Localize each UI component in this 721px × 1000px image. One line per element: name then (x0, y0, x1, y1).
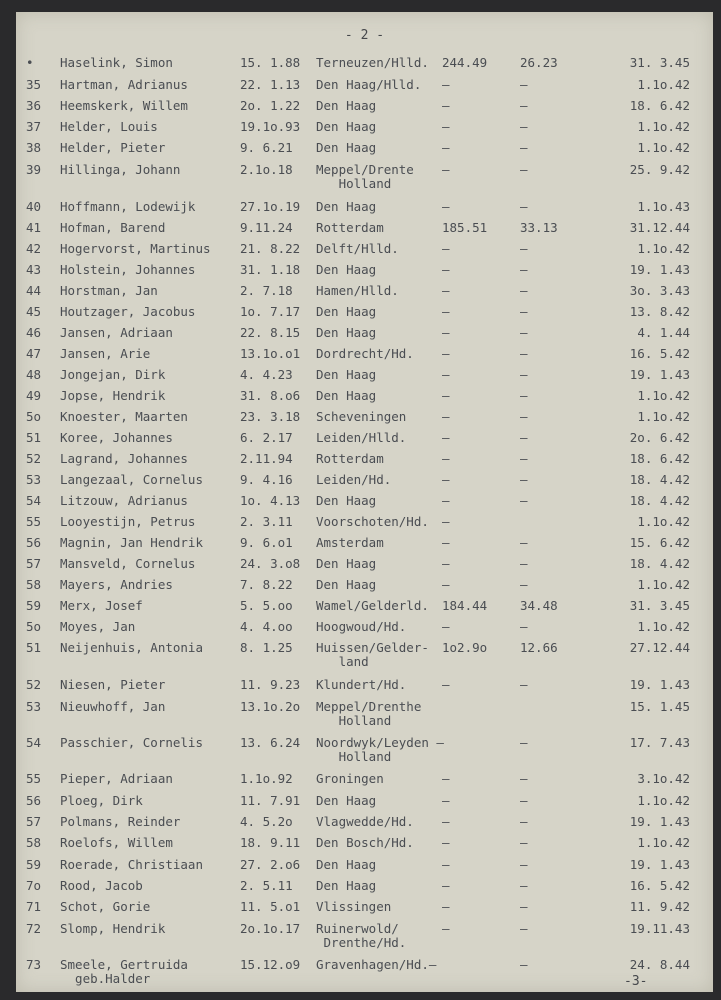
place-of-residence: Amsterdam (316, 535, 384, 550)
amount-2: 12.66 (520, 640, 558, 655)
place-of-residence: Scheveningen (316, 409, 407, 424)
row-number: 56 (26, 793, 42, 808)
birth-date: 2. 5.11 (240, 878, 293, 893)
amount-1: – (442, 857, 450, 872)
row-number: 40 (26, 199, 42, 214)
row-number: 43 (26, 262, 42, 277)
amount-2: – (520, 162, 528, 177)
amount-1: – (442, 388, 450, 403)
amount-1: – (442, 77, 450, 92)
place-of-residence: Gravenhagen/Hd.– (316, 957, 437, 972)
amount-2: – (520, 325, 528, 340)
amount-1: – (442, 430, 450, 445)
birth-date: 31. 1.18 (240, 262, 301, 277)
place-of-residence: Hoogwoud/Hd. (316, 619, 407, 634)
person-name: Lagrand, Johannes (60, 451, 188, 466)
row-number: 72 (26, 921, 42, 936)
person-name: Smeele, Gertruida geb.Halder (60, 957, 188, 986)
birth-date: 4. 5.2o (240, 814, 293, 829)
amount-2: – (520, 98, 528, 113)
birth-date: 1o. 7.17 (240, 304, 301, 319)
person-name: Litzouw, Adrianus (60, 493, 188, 508)
person-name: Hofman, Barend (60, 220, 166, 235)
record-date: 1.1o.42 (637, 514, 690, 529)
amount-1: – (442, 835, 450, 850)
birth-date: 13. 6.24 (240, 735, 301, 750)
birth-date: 4. 4.oo (240, 619, 293, 634)
birth-date: 21. 8.22 (240, 241, 301, 256)
person-name: Langezaal, Cornelus (60, 472, 203, 487)
row-number: 36 (26, 98, 42, 113)
row-number: 54 (26, 493, 42, 508)
amount-1: – (442, 451, 450, 466)
amount-1: – (442, 283, 450, 298)
record-date: 18. 4.42 (629, 493, 690, 508)
birth-date: 13.1o.o1 (240, 346, 301, 361)
amount-1: – (442, 577, 450, 592)
amount-2: – (520, 388, 528, 403)
birth-date: 2.1o.18 (240, 162, 293, 177)
person-name: Moyes, Jan (60, 619, 136, 634)
amount-2: – (520, 857, 528, 872)
amount-2: – (520, 262, 528, 277)
amount-2: – (520, 283, 528, 298)
person-name: Ploeg, Dirk (60, 793, 143, 808)
record-date: 1.1o.42 (637, 793, 690, 808)
birth-date: 11. 9.23 (240, 677, 301, 692)
person-name: Looyestijn, Petrus (60, 514, 196, 529)
row-number: 54 (26, 735, 42, 750)
record-date: 19. 1.43 (629, 814, 690, 829)
record-date: 16. 5.42 (629, 878, 690, 893)
row-number: 47 (26, 346, 42, 361)
amount-2: – (520, 140, 528, 155)
person-name: Hartman, Adrianus (60, 77, 188, 92)
amount-1: – (442, 162, 450, 177)
place-of-residence: Den Haag (316, 304, 377, 319)
person-name: Magnin, Jan Hendrik (60, 535, 203, 550)
document-page (16, 12, 713, 992)
place-of-residence: Groningen (316, 771, 384, 786)
person-name: Roerade, Christiaan (60, 857, 203, 872)
row-number: 56 (26, 535, 42, 550)
birth-date: 31. 8.o6 (240, 388, 301, 403)
row-number: 71 (26, 899, 42, 914)
row-number: 7o (26, 878, 42, 893)
place-of-residence: Rotterdam (316, 220, 384, 235)
amount-1: – (442, 771, 450, 786)
birth-date: 1o. 4.13 (240, 493, 301, 508)
person-name: Passchier, Cornelis (60, 735, 203, 750)
row-number: 59 (26, 857, 42, 872)
amount-1: – (442, 140, 450, 155)
birth-date: 2.11.94 (240, 451, 293, 466)
place-of-residence: Den Haag (316, 98, 377, 113)
row-number: 46 (26, 325, 42, 340)
birth-date: 11. 7.91 (240, 793, 301, 808)
birth-date: 1.1o.92 (240, 771, 293, 786)
row-number: 48 (26, 367, 42, 382)
amount-2: 34.48 (520, 598, 558, 613)
row-number: 51 (26, 640, 42, 655)
amount-2: – (520, 556, 528, 571)
person-name: Knoester, Maarten (60, 409, 188, 424)
birth-date: 9.11.24 (240, 220, 293, 235)
record-date: 19. 1.43 (629, 262, 690, 277)
place-of-residence: Rotterdam (316, 451, 384, 466)
amount-2: 33.13 (520, 220, 558, 235)
birth-date: 15.12.o9 (240, 957, 301, 972)
place-of-residence: Meppel/Drenthe Holland (316, 699, 422, 728)
record-date: 15. 1.45 (629, 699, 690, 714)
place-of-residence: Den Haag (316, 140, 377, 155)
amount-2: – (520, 472, 528, 487)
amount-1: – (442, 878, 450, 893)
person-name: Rood, Jacob (60, 878, 143, 893)
amount-1: – (442, 119, 450, 134)
person-name: Helder, Louis (60, 119, 158, 134)
record-date: 4. 1.44 (637, 325, 690, 340)
amount-1: – (442, 409, 450, 424)
amount-2: – (520, 957, 528, 972)
row-number: 58 (26, 577, 42, 592)
row-number: 55 (26, 771, 42, 786)
amount-2: – (520, 241, 528, 256)
record-date: 19.11.43 (629, 921, 690, 936)
person-name: Horstman, Jan (60, 283, 158, 298)
amount-1: – (442, 367, 450, 382)
birth-date: 2. 7.18 (240, 283, 293, 298)
record-date: 25. 9.42 (629, 162, 690, 177)
row-number: 35 (26, 77, 42, 92)
place-of-residence: Ruinerwold/ Drenthe/Hd. (316, 921, 407, 950)
amount-1: – (442, 304, 450, 319)
record-date: 18. 6.42 (629, 451, 690, 466)
person-name: Jansen, Arie (60, 346, 151, 361)
place-of-residence: Den Haag (316, 577, 377, 592)
record-date: 1.1o.42 (637, 388, 690, 403)
row-number: 57 (26, 556, 42, 571)
amount-2: – (520, 921, 528, 936)
row-number: 39 (26, 162, 42, 177)
page-number: - 2 - (344, 28, 385, 43)
amount-1: – (442, 814, 450, 829)
record-date: 1.1o.42 (637, 140, 690, 155)
place-of-residence: Den Haag (316, 119, 377, 134)
record-date: 31.12.44 (629, 220, 690, 235)
amount-1: – (442, 535, 450, 550)
birth-date: 18. 9.11 (240, 835, 301, 850)
record-date: 31. 3.45 (629, 55, 690, 70)
next-page-number: -3- (624, 974, 648, 989)
amount-2: – (520, 577, 528, 592)
birth-date: 2o. 1.22 (240, 98, 301, 113)
place-of-residence: Dordrecht/Hd. (316, 346, 414, 361)
record-date: 1.1o.42 (637, 619, 690, 634)
place-of-residence: Den Haag (316, 262, 377, 277)
person-name: Jopse, Hendrik (60, 388, 166, 403)
amount-1: 244.49 (442, 55, 488, 70)
record-date: 15. 6.42 (629, 535, 690, 550)
place-of-residence: Leiden/Hd. (316, 472, 392, 487)
place-of-residence: Wamel/Gelderld. (316, 598, 429, 613)
person-name: Niesen, Pieter (60, 677, 166, 692)
amount-1: – (442, 346, 450, 361)
amount-2: – (520, 535, 528, 550)
amount-2: – (520, 878, 528, 893)
record-date: 24. 8.44 (629, 957, 690, 972)
row-number: 41 (26, 220, 42, 235)
row-number: 44 (26, 283, 42, 298)
amount-2: – (520, 346, 528, 361)
record-date: 1.1o.42 (637, 409, 690, 424)
person-name: Nieuwhoff, Jan (60, 699, 166, 714)
record-date: 27.12.44 (629, 640, 690, 655)
record-date: 19. 1.43 (629, 367, 690, 382)
record-date: 18. 4.42 (629, 472, 690, 487)
place-of-residence: Leiden/Hlld. (316, 430, 407, 445)
birth-date: 19.1o.93 (240, 119, 301, 134)
person-name: Jongejan, Dirk (60, 367, 166, 382)
amount-1: – (442, 199, 450, 214)
amount-1: – (442, 241, 450, 256)
row-number: 5o (26, 409, 42, 424)
record-date: 11. 9.42 (629, 899, 690, 914)
row-number: 49 (26, 388, 42, 403)
record-date: 17. 7.43 (629, 735, 690, 750)
amount-1: 185.51 (442, 220, 488, 235)
place-of-residence: Den Haag (316, 367, 377, 382)
amount-2: – (520, 814, 528, 829)
place-of-residence: Den Haag (316, 199, 377, 214)
person-name: Merx, Josef (60, 598, 143, 613)
birth-date: 24. 3.o8 (240, 556, 301, 571)
person-name: Hoffmann, Lodewijk (60, 199, 196, 214)
person-name: Houtzager, Jacobus (60, 304, 196, 319)
amount-2: 26.23 (520, 55, 558, 70)
place-of-residence: Den Haag (316, 793, 377, 808)
record-date: 16. 5.42 (629, 346, 690, 361)
row-number: 55 (26, 514, 42, 529)
amount-1: – (442, 899, 450, 914)
amount-2: – (520, 304, 528, 319)
person-name: Hillinga, Johann (60, 162, 181, 177)
row-number: 59 (26, 598, 42, 613)
birth-date: 27. 2.o6 (240, 857, 301, 872)
person-name: Neijenhuis, Antonia (60, 640, 203, 655)
record-date: 1.1o.42 (637, 577, 690, 592)
amount-1: – (442, 493, 450, 508)
record-date: 1.1o.42 (637, 119, 690, 134)
place-of-residence: Terneuzen/Hlld. (316, 55, 429, 70)
amount-2: – (520, 493, 528, 508)
person-name: Haselink, Simon (60, 55, 173, 70)
person-name: Koree, Johannes (60, 430, 173, 445)
record-date: 3.1o.42 (637, 771, 690, 786)
amount-2: – (520, 771, 528, 786)
birth-date: 9. 6.o1 (240, 535, 293, 550)
birth-date: 13.1o.2o (240, 699, 301, 714)
amount-2: – (520, 199, 528, 214)
row-number: 51 (26, 430, 42, 445)
record-date: 1.1o.42 (637, 241, 690, 256)
row-number: 37 (26, 119, 42, 134)
row-number: 58 (26, 835, 42, 850)
amount-1: – (442, 556, 450, 571)
birth-date: 2. 3.11 (240, 514, 293, 529)
record-date: 1.1o.42 (637, 77, 690, 92)
place-of-residence: Den Haag (316, 878, 377, 893)
amount-2: – (520, 119, 528, 134)
row-number: 5o (26, 619, 42, 634)
row-number: 38 (26, 140, 42, 155)
amount-1: 184.44 (442, 598, 488, 613)
birth-date: 7. 8.22 (240, 577, 293, 592)
place-of-residence: Noordwyk/Leyden – Holland (316, 735, 444, 764)
row-number: 57 (26, 814, 42, 829)
amount-2: – (520, 835, 528, 850)
amount-2: – (520, 430, 528, 445)
birth-date: 11. 5.o1 (240, 899, 301, 914)
person-name: Schot, Gorie (60, 899, 151, 914)
row-number: 52 (26, 677, 42, 692)
birth-date: 9. 6.21 (240, 140, 293, 155)
amount-2: – (520, 677, 528, 692)
amount-1: – (442, 325, 450, 340)
person-name: Roelofs, Willem (60, 835, 173, 850)
person-name: Mayers, Andries (60, 577, 173, 592)
amount-2: – (520, 619, 528, 634)
birth-date: 5. 5.oo (240, 598, 293, 613)
place-of-residence: Voorschoten/Hd. (316, 514, 429, 529)
row-number: 73 (26, 957, 42, 972)
amount-1: – (442, 514, 450, 529)
amount-1: – (442, 793, 450, 808)
record-date: 1.1o.42 (637, 835, 690, 850)
person-name: Helder, Pieter (60, 140, 166, 155)
person-name: Holstein, Johannes (60, 262, 196, 277)
birth-date: 8. 1.25 (240, 640, 293, 655)
row-number: • (26, 55, 34, 70)
record-date: 18. 6.42 (629, 98, 690, 113)
amount-1: – (442, 262, 450, 277)
record-date: 19. 1.43 (629, 677, 690, 692)
person-name: Mansveld, Cornelus (60, 556, 196, 571)
row-number: 53 (26, 472, 42, 487)
birth-date: 22. 8.15 (240, 325, 301, 340)
birth-date: 6. 2.17 (240, 430, 293, 445)
place-of-residence: Huissen/Gelder- land (316, 640, 429, 669)
amount-1: – (442, 921, 450, 936)
place-of-residence: Den Bosch/Hd. (316, 835, 414, 850)
place-of-residence: Den Haag (316, 857, 377, 872)
place-of-residence: Vlissingen (316, 899, 392, 914)
row-number: 45 (26, 304, 42, 319)
amount-2: – (520, 77, 528, 92)
place-of-residence: Den Haag (316, 556, 377, 571)
amount-2: – (520, 793, 528, 808)
birth-date: 9. 4.16 (240, 472, 293, 487)
record-date: 31. 3.45 (629, 598, 690, 613)
person-name: Polmans, Reinder (60, 814, 181, 829)
place-of-residence: Den Haag (316, 388, 377, 403)
place-of-residence: Den Haag/Hlld. (316, 77, 422, 92)
place-of-residence: Delft/Hlld. (316, 241, 399, 256)
row-number: 42 (26, 241, 42, 256)
amount-2: – (520, 451, 528, 466)
place-of-residence: Hamen/Hlld. (316, 283, 399, 298)
place-of-residence: Vlagwedde/Hd. (316, 814, 414, 829)
birth-date: 2o.1o.17 (240, 921, 301, 936)
birth-date: 27.1o.19 (240, 199, 301, 214)
person-name: Slomp, Hendrik (60, 921, 166, 936)
record-date: 19. 1.43 (629, 857, 690, 872)
row-number: 52 (26, 451, 42, 466)
person-name: Heemskerk, Willem (60, 98, 188, 113)
amount-1: – (442, 98, 450, 113)
birth-date: 22. 1.13 (240, 77, 301, 92)
amount-1: – (442, 472, 450, 487)
birth-date: 23. 3.18 (240, 409, 301, 424)
amount-1: 1o2.9o (442, 640, 488, 655)
person-name: Pieper, Adriaan (60, 771, 173, 786)
record-date: 13. 8.42 (629, 304, 690, 319)
amount-2: – (520, 735, 528, 750)
place-of-residence: Den Haag (316, 493, 377, 508)
record-date: 1.1o.43 (637, 199, 690, 214)
record-date: 2o. 6.42 (629, 430, 690, 445)
amount-1: – (442, 677, 450, 692)
place-of-residence: Meppel/Drente Holland (316, 162, 414, 191)
birth-date: 15. 1.88 (240, 55, 301, 70)
record-date: 18. 4.42 (629, 556, 690, 571)
row-number: 53 (26, 699, 42, 714)
amount-2: – (520, 367, 528, 382)
place-of-residence: Klundert/Hd. (316, 677, 407, 692)
amount-1: – (442, 619, 450, 634)
amount-2: – (520, 409, 528, 424)
place-of-residence: Den Haag (316, 325, 377, 340)
birth-date: 4. 4.23 (240, 367, 293, 382)
amount-2: – (520, 899, 528, 914)
person-name: Jansen, Adriaan (60, 325, 173, 340)
person-name: Hogervorst, Martinus (60, 241, 211, 256)
record-date: 3o. 3.43 (629, 283, 690, 298)
